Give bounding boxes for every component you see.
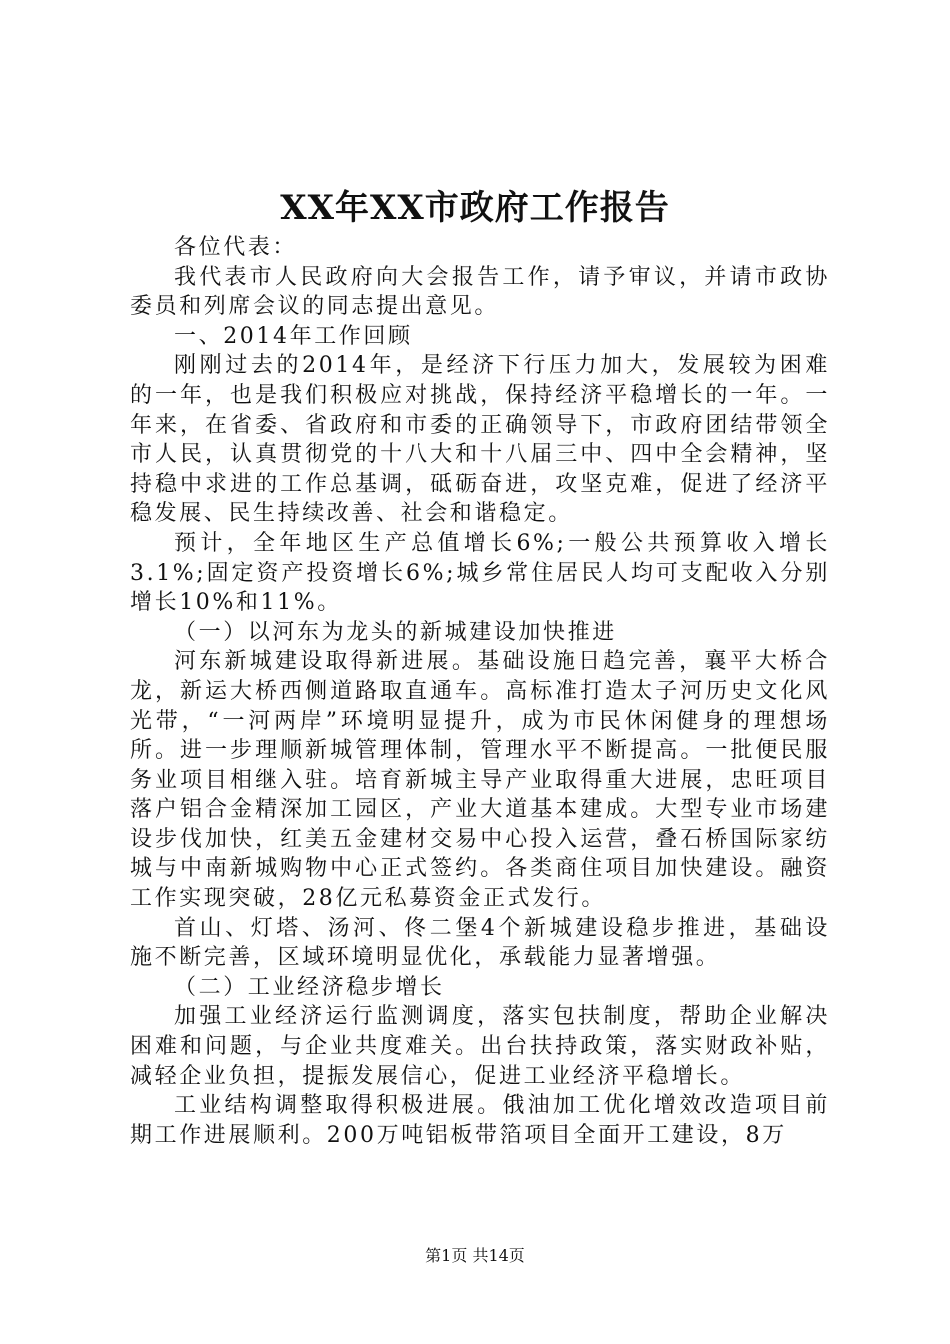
paragraph: 各位代表： bbox=[174, 235, 298, 260]
paragraph: 首山、灯塔、汤河、佟二堡4个新城建设稳步推进，基础设施不断完善，区域环境明显优化，承载能力显著增强。 bbox=[130, 915, 830, 971]
document-body bbox=[130, 233, 830, 1150]
paragraph: 我代表市人民政府向大会报告工作，请予审议，并请市政协委员和列席会议的同志提出意见。 bbox=[130, 264, 830, 320]
subsection-heading: （二）工业经济稳步增长 bbox=[174, 974, 445, 1000]
paragraph: 加强工业经济运行监测调度，落实包扶制度，帮助企业解决困难和问题，与企业共度难关。出台扶持政策，落实财政补贴，减轻企业负担，提振发展信心，促进工业经济平稳增长。 bbox=[130, 1004, 830, 1089]
paragraph: 河东新城建设取得新进展。基础设施日趋完善，襄平大桥合龙，新运大桥西侧道路取直通车。高标准打造太子河历史文化风光带，“一河两岸”环境明显提升，成为市民休闲健身的理想场所。进一步理顺新城管理体制，管理水平不断提高。一批便民服务业项目相继入驻。培育新城主导产业取得重大进展，忠旺项目落户铝合金精深加工园区，产业大道基本建成。大型专业市场建设步伐加快，红美五金建材交易中心投入运营，叠石桥国际家纺城与中南新城购物中心正式签约。各类商住项目加快建设。融资工作实现突破，28亿元私募资金正式发行。 bbox=[130, 649, 830, 912]
subsection-heading: （一）以河东为龙头的新城建设加快推进 bbox=[174, 619, 617, 645]
page-footer: 第1页 共14页 bbox=[425, 1246, 525, 1265]
paragraph: 预计，全年地区生产总值增长6%;一般公共预算收入增长3.1%;固定资产投资增长6%;城乡常住居民人均可支配收入分别增长10%和11%。 bbox=[130, 530, 830, 616]
paragraph: 刚刚过去的2014年，是经济下行压力加大，发展较为困难的一年，也是我们积极应对挑战，保持经济平稳增长的一年。一年来，在省委、省政府和市委的正确领导下，市政府团结带领全市人民，认真贯彻党的十八大和十八届三中、四中全会精神，坚持稳中求进的工作总基调，砥砺奋进，攻坚克难，促进了经济平稳发展、民生持续改善、社会和谐稳定。 bbox=[130, 353, 830, 527]
paragraph: 工业结构调整取得积极进展。俄油加工优化增效改造项目前期工作进展顺利。200万吨铝板带箔项目全面开工建设，8万 bbox=[130, 1093, 830, 1148]
document-title: XX年XX市政府工作报告 bbox=[280, 188, 670, 228]
section-heading: 一、2014年工作回顾 bbox=[174, 323, 413, 349]
